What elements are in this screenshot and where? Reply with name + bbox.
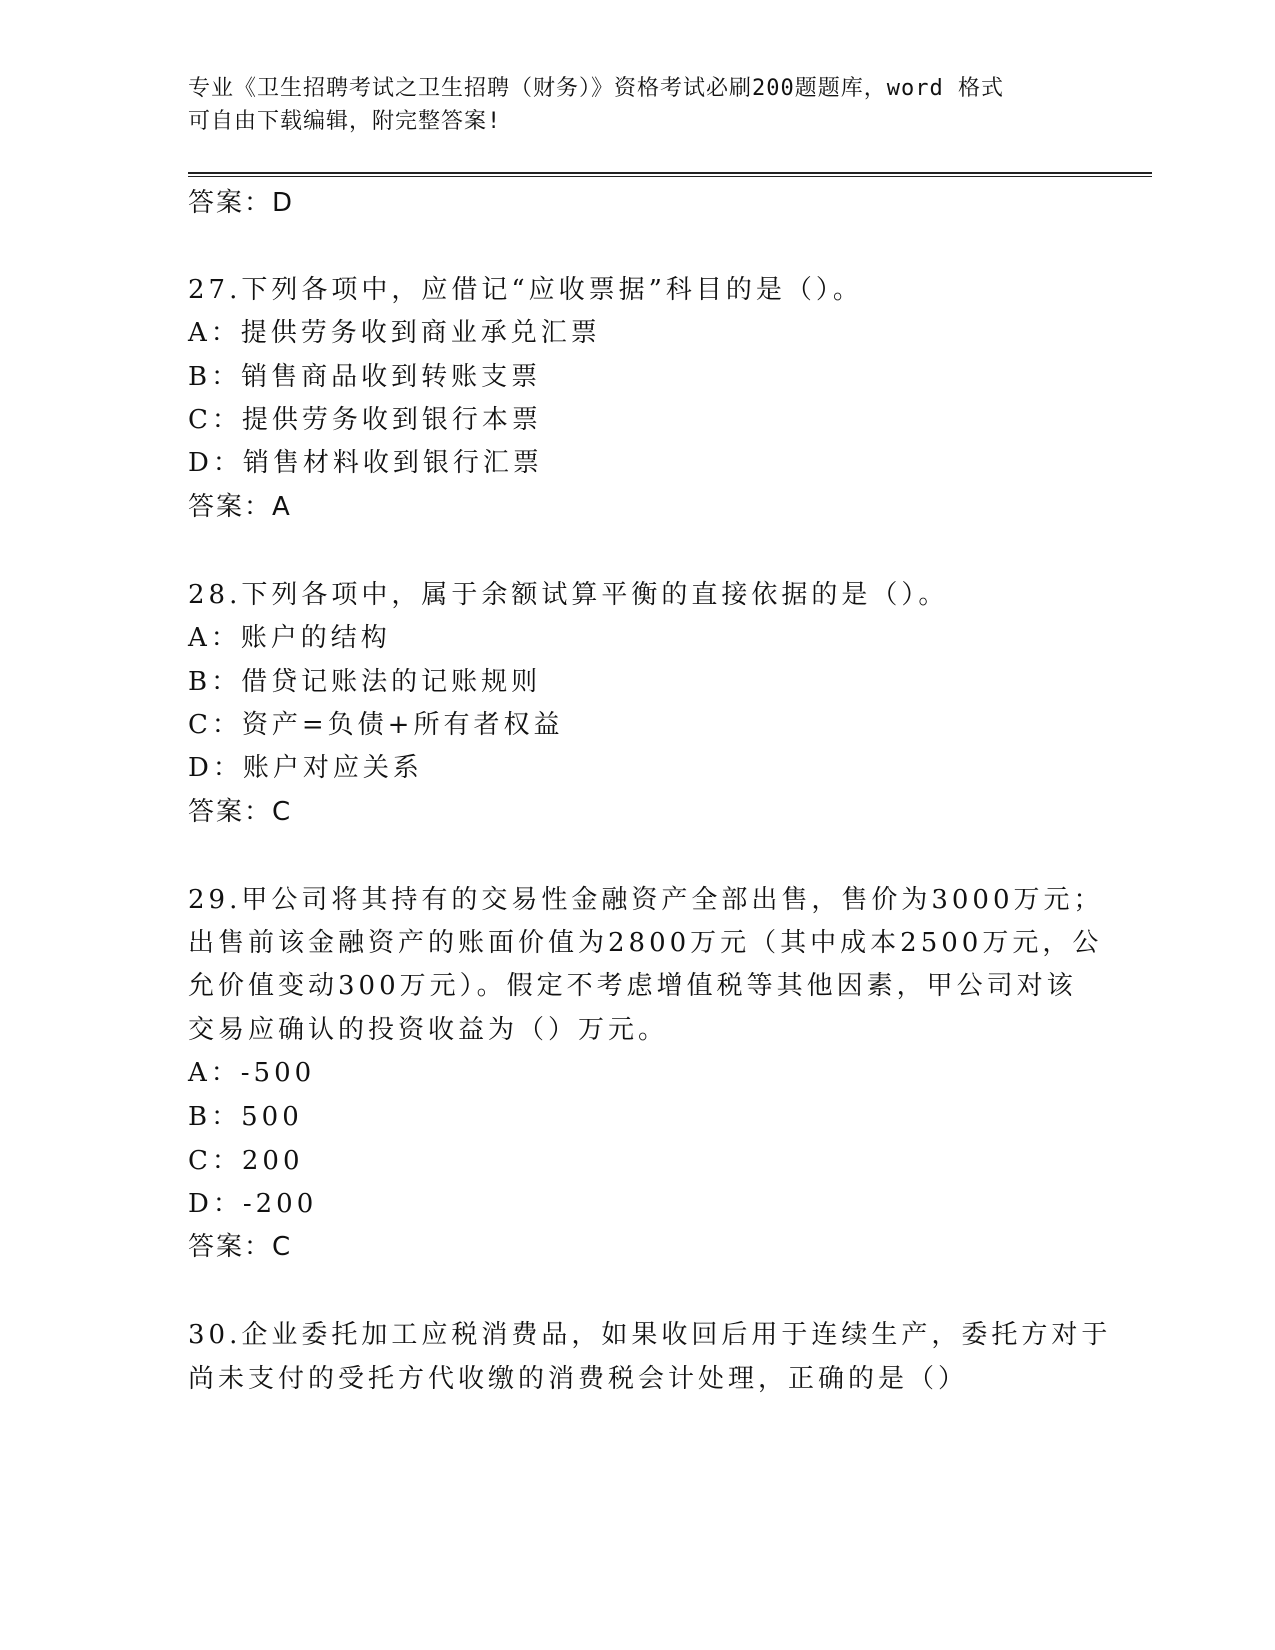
question-text: 29.甲公司将其持有的交易性金融资产全部出售，售价为3000万元； bbox=[188, 885, 1104, 915]
question-text: 允价值变动300万元）。假定不考虑增值税等其他因素，甲公司对该 bbox=[188, 971, 1077, 1001]
answer-line: 答案：C bbox=[188, 1232, 293, 1262]
option-b: B：500 bbox=[188, 1102, 303, 1132]
question-text: 28.下列各项中，属于余额试算平衡的直接依据的是（）。 bbox=[188, 580, 949, 610]
option-c: C：提供劳务收到银行本票 bbox=[188, 405, 542, 435]
option-b: B：借贷记账法的记账规则 bbox=[188, 667, 542, 697]
option-a: A：账户的结构 bbox=[188, 623, 391, 653]
question-text: 交易应确认的投资收益为（）万元。 bbox=[188, 1015, 669, 1045]
header-line: 可自由下载编辑，附完整答案! bbox=[188, 109, 502, 134]
question-text: 30.企业委托加工应税消费品，如果收回后用于连续生产，委托方对于 bbox=[188, 1320, 1112, 1350]
option-a: A：提供劳务收到商业承兑汇票 bbox=[188, 318, 601, 348]
document-header bbox=[188, 72, 1088, 138]
option-c: C：资产=负债+所有者权益 bbox=[188, 710, 564, 740]
question-text: 出售前该金融资产的账面价值为2800万元（其中成本2500万元，公 bbox=[188, 928, 1103, 958]
header-divider bbox=[188, 172, 1152, 174]
answer-line: 答案：A bbox=[188, 492, 292, 522]
answer-line: 答案：C bbox=[188, 797, 293, 827]
header-divider bbox=[188, 176, 1152, 177]
option-d: D：-200 bbox=[188, 1189, 318, 1219]
option-d: D：销售材料收到银行汇票 bbox=[188, 448, 543, 478]
option-b: B：销售商品收到转账支票 bbox=[188, 362, 542, 392]
option-c: C：200 bbox=[188, 1146, 304, 1176]
question-text: 27.下列各项中，应借记“应收票据”科目的是（）。 bbox=[188, 275, 863, 305]
header-line: 专业《卫生招聘考试之卫生招聘（财务）》资格考试必刷200题题库，word 格式 bbox=[188, 76, 1004, 101]
option-d: D：账户对应关系 bbox=[188, 753, 423, 783]
answer-line: 答案：D bbox=[188, 188, 295, 218]
question-text: 尚未支付的受托方代收缴的消费税会计处理，正确的是（） bbox=[188, 1364, 969, 1394]
option-a: A：-500 bbox=[188, 1058, 316, 1088]
